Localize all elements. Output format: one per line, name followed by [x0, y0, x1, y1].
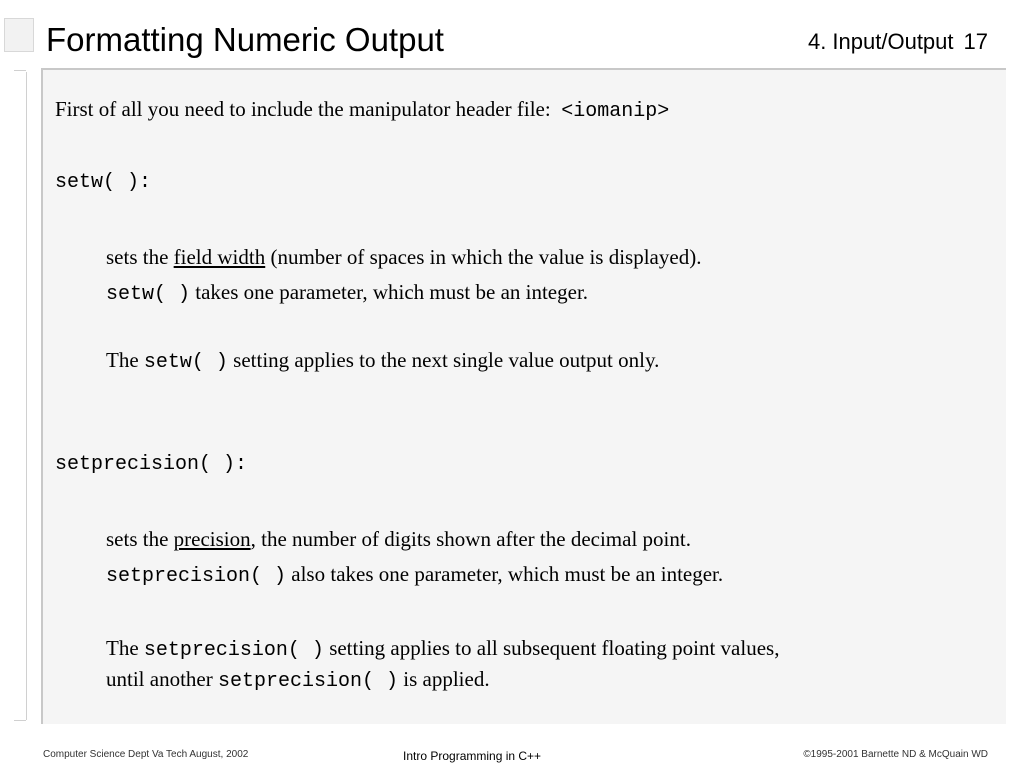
intro-line [55, 96, 669, 125]
setprecision-description [106, 526, 691, 552]
left-rail-bottom-tick [14, 720, 26, 721]
intro-text: First of all you need to include the manipulator header file: [55, 97, 551, 121]
left-rail-top-tick [14, 70, 26, 71]
setprecision-until-before: until another [106, 667, 218, 691]
setprecision-parameter-line [106, 561, 723, 590]
setw-scope-after: setting applies to the next single value output only. [227, 348, 660, 372]
setprecision-scope-code: setprecision( ) [143, 639, 324, 662]
setw-desc-after: (number of spaces in which the value is displayed). [265, 245, 702, 269]
setprecision-param-text: also takes one parameter, which must be an integer. [286, 562, 724, 586]
slide-title: Formatting Numeric Output [46, 21, 444, 58]
setw-scope-code: setw( ) [143, 351, 228, 374]
left-rail [26, 72, 27, 720]
footer-center: Intro Programming in C++ [403, 749, 542, 763]
corner-decoration [4, 18, 34, 52]
setw-code: setw( ) [106, 283, 191, 306]
setprecision-scope-before: The [106, 636, 144, 660]
setprecision-heading: setprecision( ): [55, 453, 248, 476]
setprecision-until-code: setprecision( ) [217, 670, 399, 693]
setw-scope-before: The [106, 348, 144, 372]
section-label: 4. Input/Output [807, 29, 954, 54]
setprecision-scope-line [106, 635, 779, 664]
setw-parameter-line [106, 279, 588, 308]
slide-section-header [808, 28, 988, 56]
setprecision-scope-after: setting applies to all subsequent floating point values, [323, 636, 780, 660]
setprecision-desc-before: sets the [106, 527, 174, 551]
footer-left: Computer Science Dept Va Tech August, 2002 [43, 749, 249, 760]
setprecision-code: setprecision( ) [106, 565, 287, 588]
intro-code: <iomanip> [561, 100, 670, 123]
setw-heading: setw( ): [55, 171, 152, 194]
setprecision-until-line [106, 666, 490, 695]
field-width-term: field width [173, 245, 266, 269]
setprecision-until-after: is applied. [398, 667, 490, 691]
precision-term: precision [173, 527, 251, 551]
setprecision-desc-after: , the number of digits shown after the decimal point. [250, 527, 691, 551]
footer-right: ©1995-2001 Barnette ND & McQuain WD [803, 749, 988, 760]
setw-desc-before: sets the [106, 245, 174, 269]
setw-description [106, 244, 701, 270]
setw-scope-line [106, 347, 659, 376]
setw-param-text: takes one parameter, which must be an integer. [190, 280, 589, 304]
page-number: 17 [963, 29, 988, 54]
content-panel [41, 68, 1006, 724]
